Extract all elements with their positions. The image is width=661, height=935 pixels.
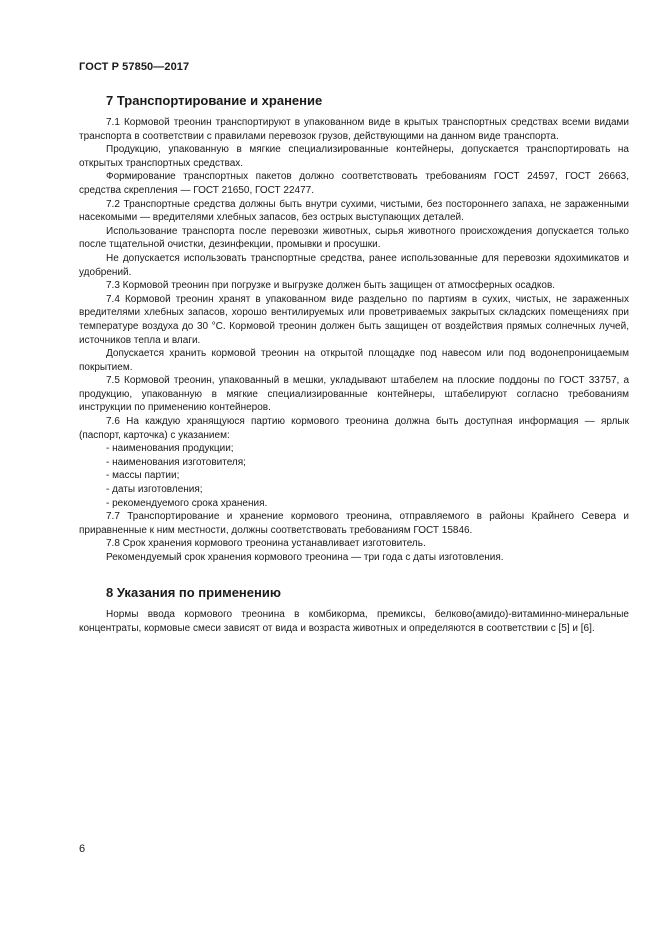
paragraph: 7.6 На каждую хранящуюся партию кормового треонина должна быть доступная информация — ярлык (паспорт, карточка) с указанием:	[79, 416, 629, 441]
page-number: 6	[79, 843, 86, 855]
document-code: ГОСТ Р 57850—2017	[79, 61, 190, 73]
section-8-body	[79, 608, 629, 635]
paragraph: Рекомендуемый срок хранения кормового треонина — три года с даты изготовления.	[106, 552, 504, 563]
section-7-title: 7 Транспортирование и хранение	[106, 93, 323, 108]
list-item: - наименования продукции;	[106, 443, 234, 455]
paragraph: Использование транспорта после перевозки животных, сырья животного происхождения допускается только после тщательной очистки, дезинфекции, промывки и просушки.	[79, 225, 629, 251]
paragraph: 7.7 Транспортирование и хранение кормового треонина, отправляемого в районы Крайнего Севера и приравненные к ним местности, должны соответствовать требованиям ГОСТ 15846.	[79, 511, 629, 536]
section-7-body	[79, 116, 629, 565]
list-item: - даты изготовления;	[106, 484, 203, 496]
list-item: - наименования изготовителя;	[106, 456, 246, 468]
paragraph: Формирование транспортных пакетов должно соответствовать требованиям ГОСТ 24597, ГОСТ 26663, средства скрепления — ГОСТ 21650, ГОСТ 22477.	[79, 171, 629, 196]
list-item: - массы партии;	[106, 470, 180, 482]
paragraph: Продукцию, упакованную в мягкие специализированные контейнеры, допускается транспортировать на открытых транспортных средствах.	[79, 144, 629, 169]
paragraph: 7.1 Кормовой треонин транспортируют в упакованном виде в крытых транспортных средствах всеми видами транспорта в соответствии с правилами перевозок грузов, действующими на данном виде транспорта.	[79, 117, 629, 142]
paragraph: Не допускается использовать транспортные средства, ранее использованные для перевозки ядохимикатов и удобрений.	[79, 252, 629, 278]
paragraph: Допускается хранить кормовой треонин на открытой площадке под навесом или под водонепроницаемым покрытием.	[79, 348, 629, 373]
paragraph: 7.8 Срок хранения кормового треонина устанавливает изготовитель.	[106, 538, 426, 550]
paragraph: 7.4 Кормовой треонин хранят в упакованном виде раздельно по партиям в сухих, чистых, не зараженных вредителями хлебных запасов, хорошо вентилируемых или проветриваемых закрытых складских помещениях при температуре воздуха до 30 °С. Кормовой треонин должен быть защищен от воздействия прямых солнечных лучей, источников тепла и влаги.	[79, 293, 629, 346]
paragraph: 7.5 Кормовой треонин, упакованный в мешки, укладывают штабелем на плоские поддоны по ГОСТ 33757, а продукцию, упакованную в мягкие специализированные контейнеры, штабелируют согласно требованиям инструкции по применению контейнеров.	[79, 375, 629, 414]
list-item: - рекомендуемого срока хранения.	[106, 497, 268, 509]
paragraph: Нормы ввода кормового треонина в комбикорма, премиксы, белково(амидо)-витаминно-минеральные концентраты, кормовые смеси зависят от вида и возраста животных и определяются в соответствии с [5] и [6].	[79, 609, 629, 634]
paragraph: 7.3 Кормовой треонин при погрузке и выгрузке должен быть защищен от атмосферных осадков.	[106, 280, 556, 292]
section-8-title: 8 Указания по применению	[106, 585, 281, 600]
paragraph: 7.2 Транспортные средства должны быть внутри сухими, чистыми, без постороннего запаха, не зараженными насекомыми — вредителями хлебных запасов, без острых выступающих деталей.	[79, 198, 629, 224]
